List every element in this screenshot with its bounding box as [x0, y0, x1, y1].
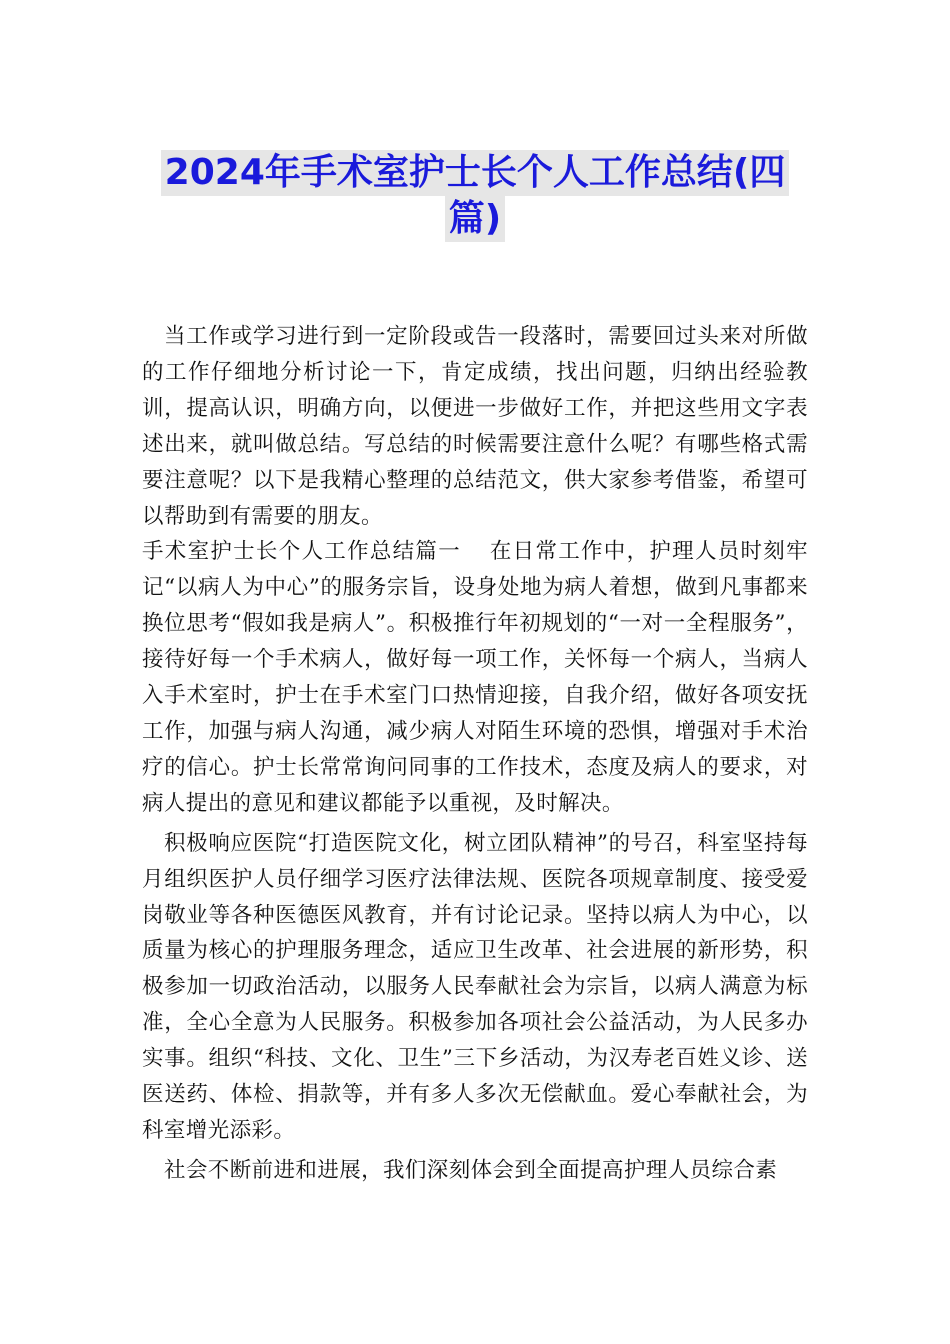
- section-1-first-paragraph: [142, 534, 808, 821]
- document-title: [150, 150, 800, 242]
- section-1-paragraph-2: 积极响应医院“打造医院文化，树立团队精神”的号召，科室坚持每月组织医护人员仔细学习医疗法律法规、医院各项规章制度、接受爱岗敬业等各种医德医风教育，并有讨论记录。坚持以病人为中心，以质量为核心的护理服务理念，适应卫生改革、社会进展的新形势，积极参加一切政治活动，以服务人民奉献社会为宗旨，以病人满意为标准，全心全意为人民服务。积极参加各项社会公益活动，为人民多办实事。组织“科技、文化、卫生”三下乡活动，为汉寿老百姓义诊、送医送药、体检、捐款等，并有多人多次无偿献血。爱心奉献社会，为科室增光添彩。: [142, 830, 808, 1143]
- title-line-1: 2024年手术室护士长个人工作总结(四: [161, 150, 790, 196]
- title-line-2: 篇): [445, 196, 505, 242]
- section-1-heading: 手术室护士长个人工作总结篇一: [142, 539, 461, 565]
- intro-paragraph: 当工作或学习进行到一定阶段或告一段落时，需要回过头来对所做的工作仔细地分析讨论一下，肯定成绩，找出问题，归纳出经验教训，提高认识，明确方向，以便进一步做好工作，并把这些用文字表述出来，就叫做总结。写总结的时候需要注意什么呢？有哪些格式需要注意呢？以下是我精心整理的总结范文，供大家参考借鉴，希望可以帮助到有需要的朋友。: [142, 324, 808, 529]
- section-1-paragraph-3: 社会不断前进和进展，我们深刻体会到全面提高护理人员综合素: [164, 1157, 778, 1183]
- document-body: [142, 319, 808, 1189]
- section-1-paragraph-1: 在日常工作中，护理人员时刻牢记“以病人为中心”的服务宗旨，设身处地为病人着想，做到凡事都来换位思考“假如我是病人”。积极推行年初规划的“一对一全程服务”，接待好每一个手术病人，做好每一项工作，关怀每一个病人，当病人入手术室时，护士在手术室门口热情迎接，自我介绍，做好各项安抚工作，加强与病人沟通，减少病人对陌生环境的恐惧，增强对手术治疗的信心。护士长常常询问同事的工作技术，态度及病人的要求，对病人提出的意见和建议都能予以重视，及时解决。: [142, 539, 808, 816]
